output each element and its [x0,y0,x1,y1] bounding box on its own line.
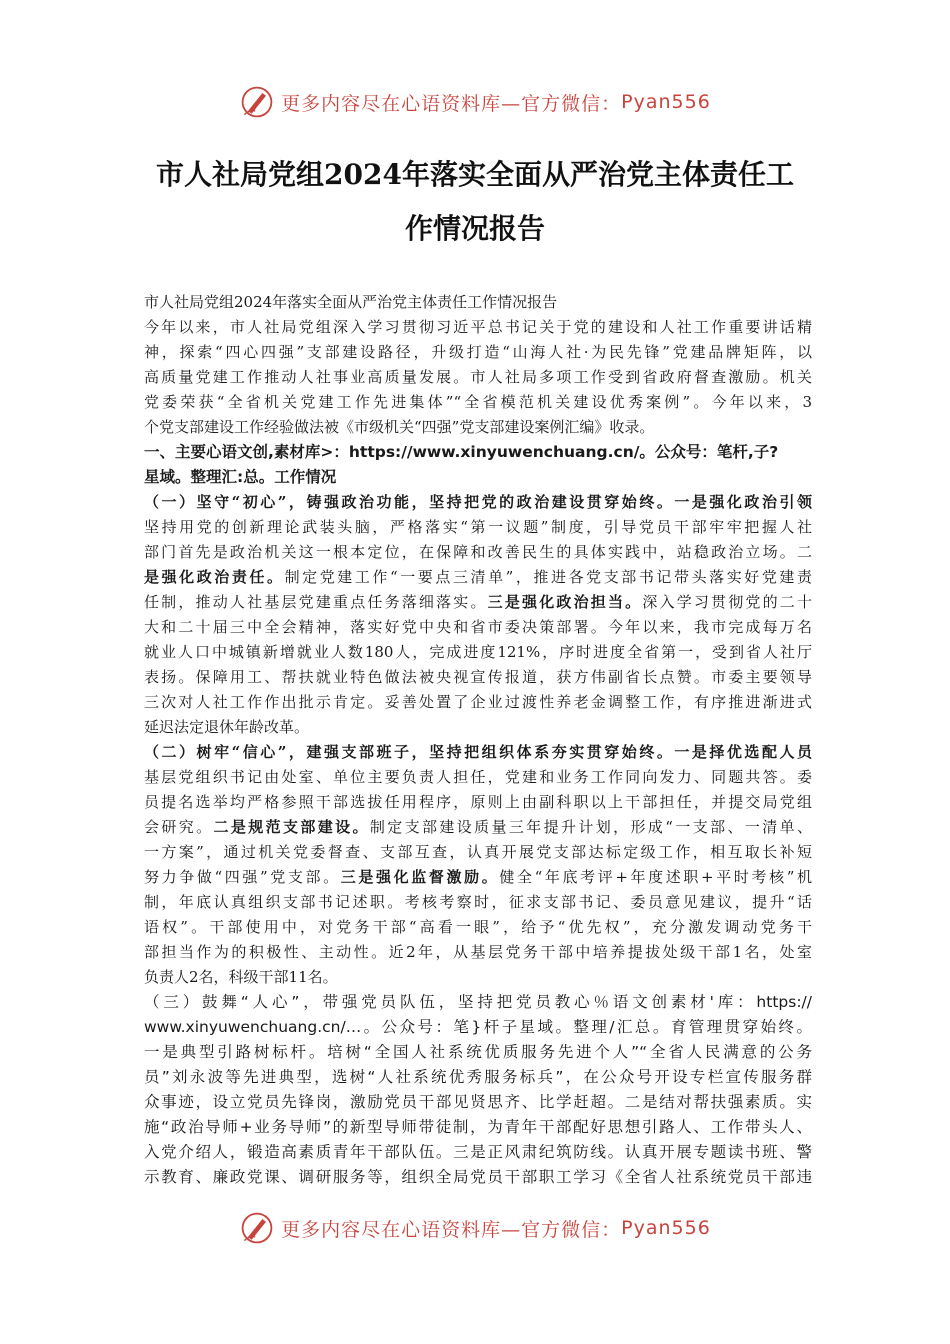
title-line-2: 作情况报告 [404,212,545,245]
watermark-banner-bottom [0,1206,950,1250]
text-run: 制定支部建设质量三年提升计划，形成“一支部、一清单、 [369,818,812,836]
text-run: 党委荣获“全省机关党建工作先进集体”“全省模范机关建设优秀案例”。今年以来，3 [144,393,812,411]
text-run: 示教育、廉政党课、调研服务等，组织全局党员干部职工学习《全省人社系统党员干部违 [144,1168,812,1186]
text-run: 入党介绍人，锻造高素质青年干部队伍。三是正风肃纪筑防线。认真开展专题读书班、警 [144,1143,812,1161]
body-text-line [144,915,812,940]
text-run: 部门首先是政治机关这一根本定位，在保障和改善民生的具体实践中，站稳政治立场。二 [144,543,812,561]
text-run: 负责人2名，科级干部11名。 [144,968,338,986]
text-run: 大和二十届三中全会精神，落实好党中央和省市委决策部署。今年以来，我市完成每万名 [144,618,812,636]
body-text-line [144,565,812,590]
text-run: 坚持用党的创新理论武装头脑，严格落实“第一议题”制度，引导党员干部牢牢把握人社 [144,518,812,536]
body-text-line [144,890,812,915]
body-text-line [144,815,812,840]
banner-wechat-id: Pyan556 [621,1217,711,1239]
body-text-line [144,1090,812,1115]
body-text-line [144,540,812,565]
text-run: 市人社局党组2024年落实全面从严治党主体责任工作情况报告 [144,293,558,311]
text-run: 高质量党建工作推动人社事业高质量发展。市人社局多项工作受到省政府督查激励。机关 [144,368,812,386]
text-run: （三）鼓舞“人心”，带强党员队伍，坚持把党员教心％语文创素材'库：https:// [144,993,812,1011]
body-text-line [144,790,812,815]
body-text-line [144,1040,812,1065]
banner-wechat-id: Pyan556 [621,91,711,113]
body-text-line [144,415,812,440]
body-text-line [144,390,812,415]
text-run: 神，探索“四心四强”支部建设路径，升级打造“山海人社·为民先锋”党建品牌矩阵，以 [144,343,812,361]
body-text-line [144,615,812,640]
body-text-line [144,1165,812,1190]
text-run: 今年以来，市人社局党组深入学习贯彻习近平总书记关于党的建设和人社工作重要讲话精 [144,318,812,336]
body-text-line [144,290,812,315]
body-text-line [144,865,812,890]
text-run: 员提名选举均严格参照干部选拔任用程序，原则上由副科职以上干部担任，并提交局党组 [144,793,812,811]
text-run: 基层党组织书记由处室、单位主要负责人担任，党建和业务工作同向发力、同题共答。委 [144,768,812,786]
bold-text-run: （二）树牢“信心”，建强支部班子，坚持把组织体系夯实贯穿始终。一是择优选配人员 [144,743,812,761]
text-run: 施“政治导师+业务导师”的新型导师带徒制，为青年干部配好思想引路人、工作带头人、 [144,1118,812,1136]
banner-text: 更多内容尽在心语资料库—官方微信： [281,1218,622,1241]
text-run: 制定党建工作“一要点三清单”，推进各党支部书记带头落实好党建责 [284,568,812,586]
body-text-line [144,1065,812,1090]
bold-text-run: 二是规范支部建设。 [213,818,370,836]
text-run: 员”刘永波等先进典型，选树“人社系统优秀服务标兵”，在公众号开设专栏宣传服务群 [144,1068,812,1086]
text-run: 健全“年底考评+年度述职+平时考核”机 [499,868,812,886]
bold-text-run: （一）坚守“初心”，铸强政治功能，坚持把党的政治建设贯穿始终。一是强化政治引领 [144,493,812,511]
document-title [130,148,820,256]
body-text-line [144,340,812,365]
text-run: 个党支部建设工作经验做法被《市级机关“四强”党支部建设案例汇编》收录。 [144,418,655,436]
body-text-line [144,665,812,690]
text-run: 延迟法定退休年龄改革。 [144,718,310,736]
text-run: 表扬。保障用工、帮扶就业特色做法被央视宣传报道，获方伟副省长点赞。市委主要领导 [144,668,812,686]
body-text-line [144,940,812,965]
text-run: 会研究。 [144,818,214,836]
body-text-line [144,590,812,615]
body-text-line [144,315,812,340]
text-run: 众事迹，设立党员先锋岗，激励党员干部见贤思齐、比学赶超。二是结对帮扶强素质。实 [144,1093,812,1111]
document-body [144,290,812,1190]
text-run: 部担当作为的积极性、主动性。近2年，从基层党务干部中培养提拔处级干部1名，处室 [144,943,812,961]
bold-text-run: 三是强化政治担当。 [487,593,643,611]
text-run: 就业人口中城镇新增就业人数180人，完成进度121%，序时进度全省第一，受到省人社厅 [144,643,812,661]
body-text-line [144,515,812,540]
bold-text-run: 三是强化监督激励。 [340,868,500,886]
watermark-banner-top [0,80,950,124]
pen-logo-icon [239,1210,275,1246]
body-text-line [144,490,812,515]
pen-logo-icon [239,84,275,120]
body-text-line [144,840,812,865]
text-run: 深入学习贯彻党的二十 [642,593,812,611]
bold-text-run: 一、主要心语文创,素材库>：https://www.xinyuwenchuang.cn/。公众号：笔杆,子? [144,443,779,461]
body-text-line [144,740,812,765]
text-run: 三次对人社工作作出批示肯定。妥善处置了企业过渡性养老金调整工作，有序推进渐进式 [144,693,812,711]
text-run: www.xinyuwenchuang.cn/…。公众号：笔}杆子星域。整理/汇总。育管理贯穿始终。 [144,1018,812,1036]
text-run: 任制，推动人社基层党建重点任务落细落实。 [144,593,488,611]
bold-text-run: 是强化政治责任。 [144,568,285,586]
body-text-line [144,440,812,465]
body-text-line [144,640,812,665]
text-run: 语权”。干部使用中，对党务干部“高看一眼”，给予“优先权”，充分激发调动党务干 [144,918,812,936]
bold-text-run: 星域。整理汇:总。工作情况 [144,468,337,486]
text-run: 努力争做“四强”党支部。 [144,868,341,886]
body-text-line [144,1115,812,1140]
body-text-line [144,765,812,790]
text-run: 一方案”，通过机关党委督查、支部互查，认真开展党支部达标定级工作，相互取长补短 [144,843,812,861]
body-text-line [144,715,812,740]
body-text-line [144,365,812,390]
body-text-line [144,1015,812,1040]
title-line-1: 市人社局党组2024年落实全面从严治党主体责任工 [156,158,794,191]
body-text-line [144,990,812,1015]
body-text-line [144,690,812,715]
text-run: 制，年底认真组织支部书记述职。考核考察时，征求支部书记、委员意见建议，提升“话 [144,893,812,911]
body-text-line [144,465,812,490]
body-text-line [144,1140,812,1165]
text-run: 一是典型引路树标杆。培树“全国人社系统优质服务先进个人”“全省人民满意的公务 [144,1043,812,1061]
banner-text: 更多内容尽在心语资料库—官方微信： [281,92,622,115]
body-text-line [144,965,812,990]
